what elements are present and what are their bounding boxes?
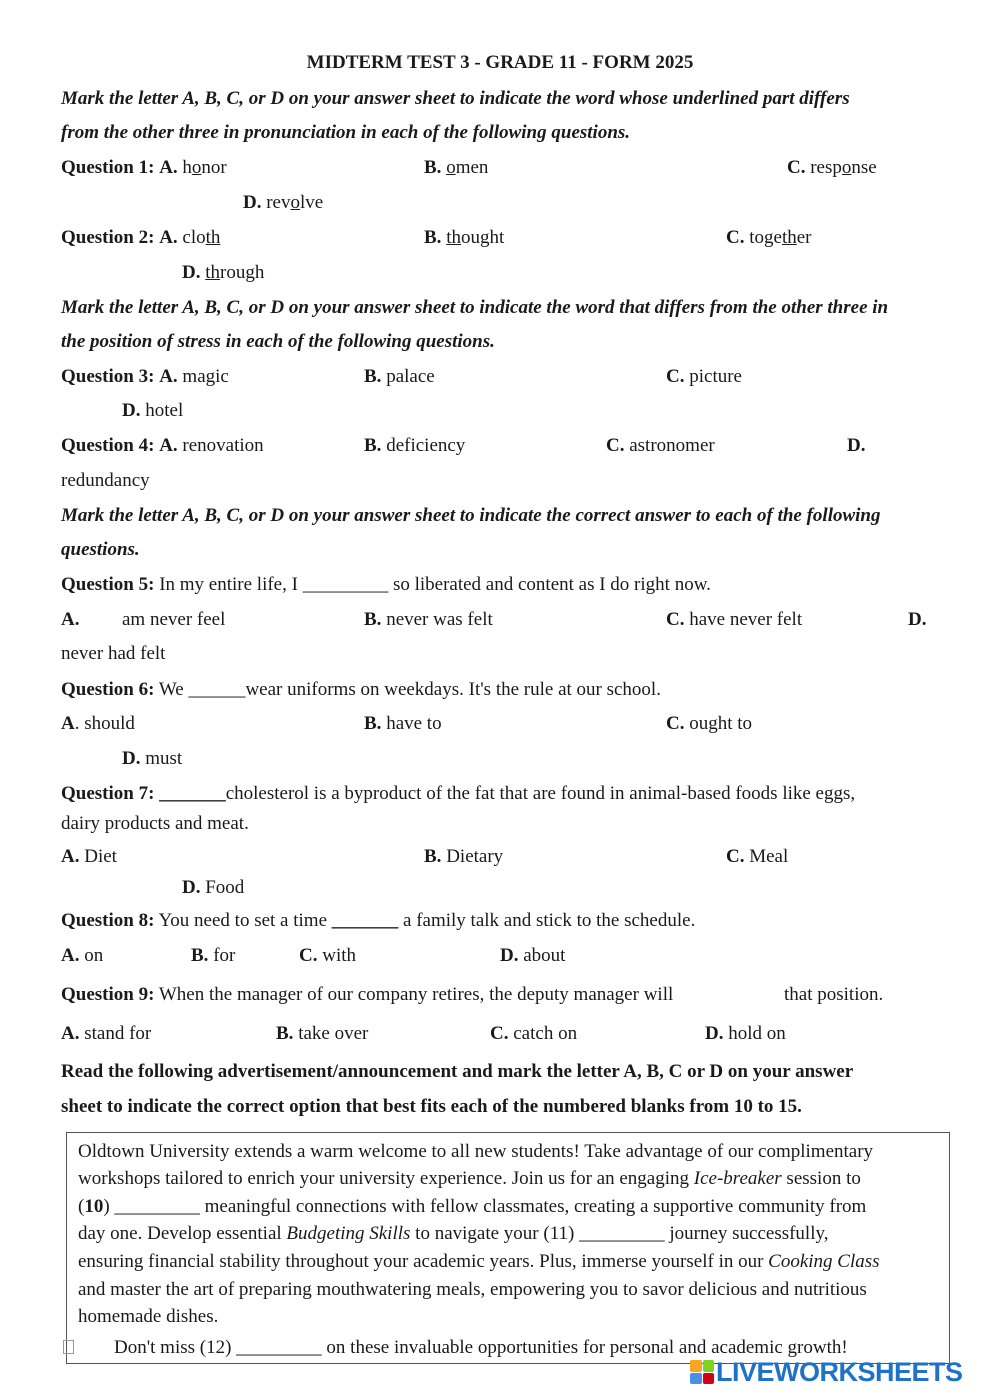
instruction-pronunciation-line-2: from the other three in pronunciation in each of the following questions. bbox=[61, 122, 631, 143]
q9-option-c[interactable]: C. catch on bbox=[490, 1023, 578, 1044]
q5-option-c[interactable]: C. have never felt bbox=[666, 609, 803, 630]
liveworksheets-wordmark: LIVEWORKSHEETS bbox=[716, 1356, 963, 1387]
q1-option-a[interactable]: honor bbox=[182, 157, 227, 178]
q5-option-a-letter[interactable]: A. bbox=[61, 609, 80, 630]
instruction-correct-line-2: questions. bbox=[61, 539, 140, 560]
q4-option-c[interactable]: C. astronomer bbox=[606, 435, 715, 456]
instruction-reading-line-2: sheet to indicate the correct option that best fits each of the numbered blanks from 10 to 15. bbox=[61, 1096, 802, 1117]
instruction-stress-line-2: the position of stress in each of the following questions. bbox=[61, 331, 495, 352]
question-4-label: Question 4: A. renovation bbox=[61, 435, 264, 456]
passage-line-6: and master the art of preparing mouthwatering meals, empowering you to savor delicious and nutritious bbox=[78, 1279, 867, 1300]
q8-option-b[interactable]: B. for bbox=[191, 945, 236, 966]
instruction-correct-line-1: Mark the letter A, B, C, or D on your answer sheet to indicate the correct answer to each of the following bbox=[61, 505, 881, 526]
q9-option-d[interactable]: D. hold on bbox=[705, 1023, 786, 1044]
question-6-stem: Question 6: We ______wear uniforms on weekdays. It's the rule at our school. bbox=[61, 679, 661, 700]
q5-option-d[interactable]: never had felt bbox=[61, 643, 166, 664]
question-8-stem: Question 8: You need to set a time _______ a family talk and stick to the schedule. bbox=[61, 910, 696, 931]
q1-option-d[interactable]: D. revolve bbox=[243, 192, 324, 213]
question-9-stem: Question 9: When the manager of our company retires, the deputy manager will bbox=[61, 984, 674, 1005]
q8-option-a[interactable]: A. on bbox=[61, 945, 104, 966]
liveworksheets-logo bbox=[690, 1356, 990, 1388]
question-1-label: Question 1: A. honor bbox=[61, 157, 227, 178]
q4-option-b[interactable]: B. deficiency bbox=[364, 435, 466, 456]
passage-line-5: ensuring financial stability throughout your academic years. Plus, immerse yourself in our Cooking Class bbox=[78, 1251, 880, 1272]
question-3-label: Question 3: A. magic bbox=[61, 366, 229, 387]
question-5-stem: Question 5: In my entire life, I _________ so liberated and content as I do right now. bbox=[61, 574, 711, 595]
q7-option-d[interactable]: D. Food bbox=[182, 877, 245, 898]
question-7-stem: Question 7: _______cholesterol is a byproduct of the fat that are found in animal-based foods like eggs, bbox=[61, 783, 856, 804]
q5-option-b[interactable]: B. never was felt bbox=[364, 609, 493, 630]
passage-line-4: day one. Develop essential Budgeting Skills to navigate your (11) _________ journey successfully, bbox=[78, 1223, 829, 1244]
q4-option-d-letter[interactable]: D. bbox=[847, 435, 866, 456]
bullet-checkbox-icon bbox=[63, 1340, 74, 1354]
q8-option-d[interactable]: D. about bbox=[500, 945, 566, 966]
instruction-pronunciation-line-1: Mark the letter A, B, C, or D on your answer sheet to indicate the word whose underlined part differs bbox=[61, 88, 850, 109]
instruction-stress-line-1: Mark the letter A, B, C, or D on your answer sheet to indicate the word that differs from the other three in bbox=[61, 297, 889, 318]
q5-option-a[interactable]: am never feel bbox=[122, 609, 226, 630]
question-9-stem-end: that position. bbox=[784, 984, 884, 1005]
passage-line-2: workshops tailored to enrich your university experience. Join us for an engaging Ice-breaker session to bbox=[78, 1168, 861, 1189]
liveworksheets-logo-icon bbox=[690, 1360, 714, 1384]
q7-option-a[interactable]: A. Diet bbox=[61, 846, 117, 867]
passage-line-1: Oldtown University extends a warm welcome to all new students! Take advantage of our complimentary bbox=[78, 1141, 874, 1162]
q3-option-d[interactable]: D. hotel bbox=[122, 400, 184, 421]
q6-option-d[interactable]: D. must bbox=[122, 748, 183, 769]
instruction-reading-line-1: Read the following advertisement/announcement and mark the letter A, B, C or D on your answer bbox=[61, 1061, 854, 1082]
q3-option-b[interactable]: B. palace bbox=[364, 366, 435, 387]
q2-option-d[interactable]: D. through bbox=[182, 262, 265, 283]
q3-option-c[interactable]: C. picture bbox=[666, 366, 742, 387]
question-2-label: Question 2: A. cloth bbox=[61, 227, 221, 248]
q4-option-d[interactable]: redundancy bbox=[61, 470, 150, 491]
q6-option-a[interactable]: A. should bbox=[61, 713, 135, 734]
q4-option-a[interactable]: renovation bbox=[182, 435, 264, 456]
q7-option-c[interactable]: C. Meal bbox=[726, 846, 789, 867]
q1-option-c[interactable]: C. response bbox=[787, 157, 877, 178]
passage-line-3: (10) _________ meaningful connections with fellow classmates, creating a supportive community from bbox=[78, 1196, 867, 1217]
q8-option-c[interactable]: C. with bbox=[299, 945, 357, 966]
q6-option-b[interactable]: B. have to bbox=[364, 713, 442, 734]
q5-option-d-letter[interactable]: D. bbox=[908, 609, 927, 630]
passage-line-8: Don't miss (12) _________ on these invaluable opportunities for personal and academic growth! bbox=[114, 1337, 848, 1358]
q9-option-b[interactable]: B. take over bbox=[276, 1023, 369, 1044]
question-7-stem-line-2: dairy products and meat. bbox=[61, 813, 249, 834]
q2-option-a[interactable]: cloth bbox=[182, 227, 221, 248]
passage-line-7: homemade dishes. bbox=[78, 1306, 219, 1327]
q2-option-c[interactable]: C. together bbox=[726, 227, 812, 248]
page-title: MIDTERM TEST 3 - GRADE 11 - FORM 2025 bbox=[306, 52, 694, 73]
q2-option-b[interactable]: B. thought bbox=[424, 227, 505, 248]
q1-option-b[interactable]: B. omen bbox=[424, 157, 489, 178]
q3-option-a[interactable]: magic bbox=[182, 366, 229, 387]
q6-option-c[interactable]: C. ought to bbox=[666, 713, 753, 734]
q9-option-a[interactable]: A. stand for bbox=[61, 1023, 152, 1044]
q7-option-b[interactable]: B. Dietary bbox=[424, 846, 504, 867]
